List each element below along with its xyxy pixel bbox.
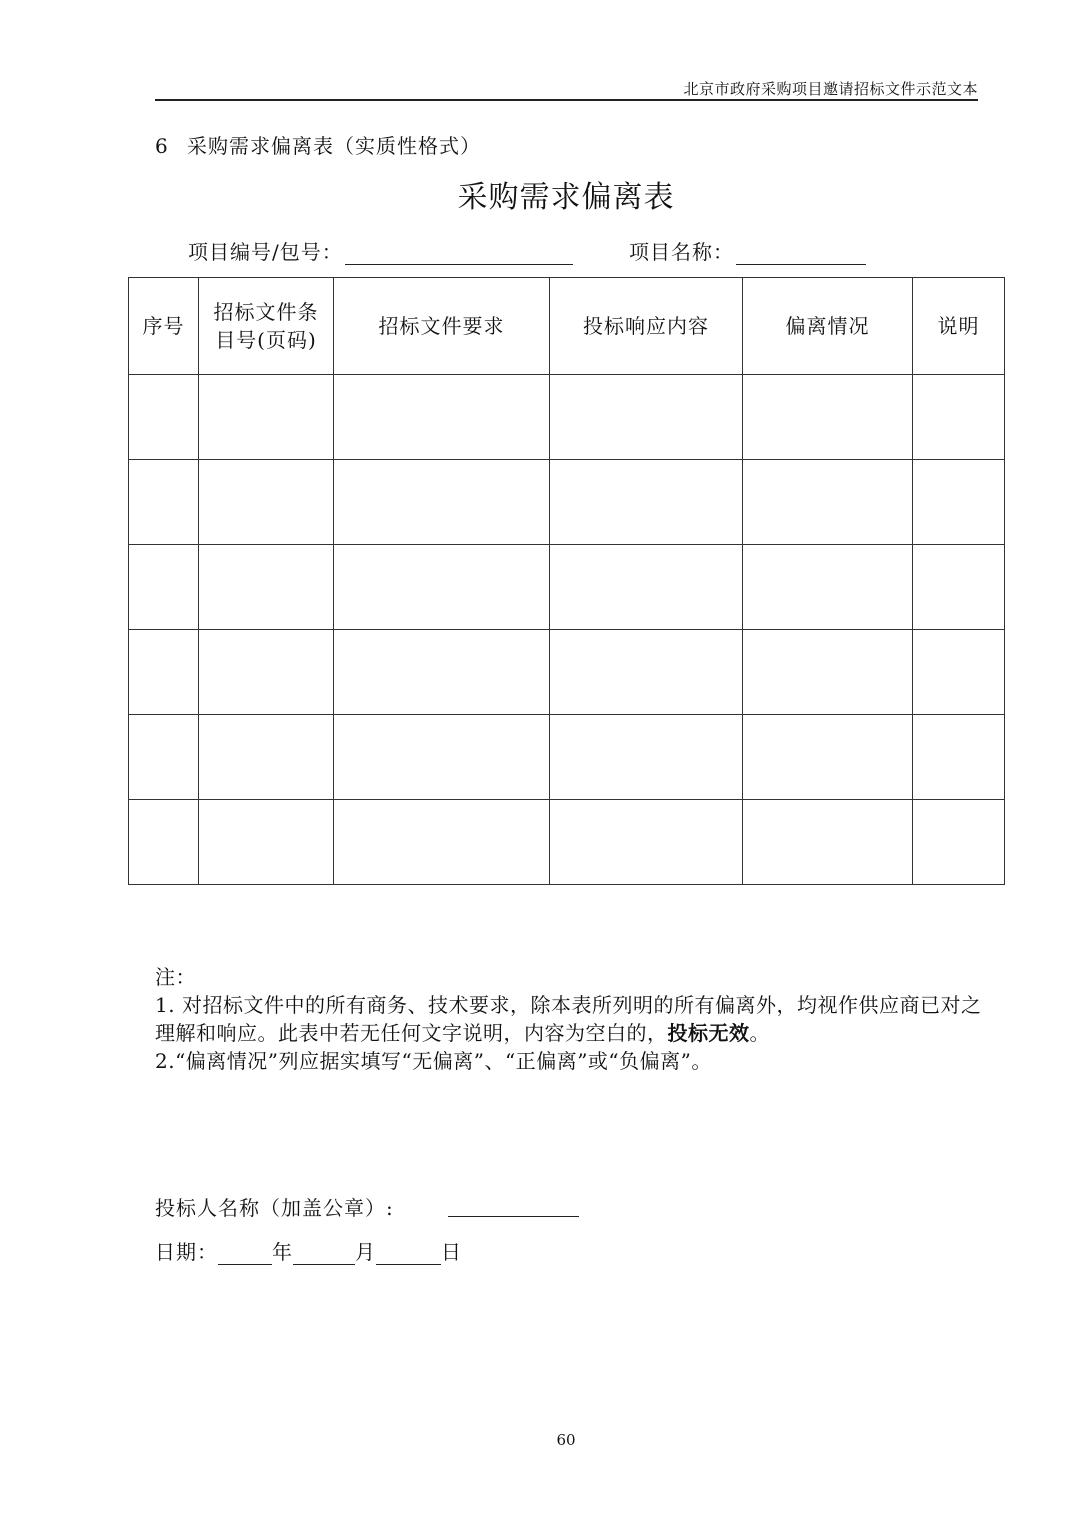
cell-response[interactable] xyxy=(550,630,743,715)
cell-clause[interactable] xyxy=(199,545,334,630)
table-row xyxy=(129,800,1005,885)
cell-remark[interactable] xyxy=(913,545,1005,630)
cell-remark[interactable] xyxy=(913,715,1005,800)
cell-clause[interactable] xyxy=(199,715,334,800)
cell-remark[interactable] xyxy=(913,800,1005,885)
cell-response[interactable] xyxy=(550,715,743,800)
project-name-field xyxy=(629,236,866,265)
page-number: 60 xyxy=(556,1431,576,1449)
col-header-remark: 说明 xyxy=(913,278,1005,375)
note-item-1-end: 。 xyxy=(749,1021,770,1045)
cell-remark[interactable] xyxy=(913,460,1005,545)
bidder-name-blank[interactable] xyxy=(448,1216,579,1217)
cell-response[interactable] xyxy=(550,800,743,885)
cell-seq[interactable] xyxy=(129,800,199,885)
note-item-1 xyxy=(155,991,985,1047)
cell-clause[interactable] xyxy=(199,800,334,885)
section-heading xyxy=(155,130,481,159)
table-row xyxy=(129,715,1005,800)
year-blank[interactable] xyxy=(218,1242,272,1265)
cell-requirement[interactable] xyxy=(334,375,550,460)
date-label: 日期： xyxy=(155,1240,218,1264)
cell-deviation[interactable] xyxy=(743,375,913,460)
cell-requirement[interactable] xyxy=(334,800,550,885)
cell-clause[interactable] xyxy=(199,630,334,715)
cell-seq[interactable] xyxy=(129,715,199,800)
month-blank[interactable] xyxy=(293,1242,355,1265)
cell-requirement[interactable] xyxy=(334,715,550,800)
project-number-field xyxy=(188,236,573,265)
cell-remark[interactable] xyxy=(913,630,1005,715)
project-number-blank[interactable] xyxy=(345,242,573,265)
note-item-1-emphasis: 投标无效 xyxy=(667,1021,750,1045)
cell-requirement[interactable] xyxy=(334,460,550,545)
deviation-table xyxy=(128,277,1005,885)
section-number: 6 xyxy=(155,134,169,158)
cell-response[interactable] xyxy=(550,375,743,460)
cell-response[interactable] xyxy=(550,545,743,630)
month-label: 月 xyxy=(355,1240,376,1264)
day-label: 日 xyxy=(441,1240,462,1264)
header-divider xyxy=(155,99,978,101)
cell-remark[interactable] xyxy=(913,375,1005,460)
cell-deviation[interactable] xyxy=(743,800,913,885)
table-row xyxy=(129,460,1005,545)
col-header-clause-text: 招标文件条目号(页码) xyxy=(213,300,319,352)
section-heading-text: 采购需求偏离表（实质性格式） xyxy=(187,134,481,158)
project-name-blank[interactable] xyxy=(736,242,866,265)
cell-requirement[interactable] xyxy=(334,630,550,715)
year-label: 年 xyxy=(272,1240,293,1264)
notes-section xyxy=(155,963,985,1075)
project-number-label: 项目编号/包号： xyxy=(188,240,343,264)
page-title: 采购需求偏离表 xyxy=(457,180,675,215)
table-row xyxy=(129,545,1005,630)
cell-deviation[interactable] xyxy=(743,715,913,800)
col-header-clause xyxy=(199,278,334,375)
cell-seq[interactable] xyxy=(129,460,199,545)
day-blank[interactable] xyxy=(376,1242,441,1265)
cell-deviation[interactable] xyxy=(743,545,913,630)
col-header-deviation: 偏离情况 xyxy=(743,278,913,375)
note-item-1-text: 1. 对招标文件中的所有商务、技术要求，除本表所列明的所有偏离外，均视作供应商已对之理解和响应。此表中若无任何文字说明，内容为空白的， xyxy=(155,993,982,1045)
col-header-response: 投标响应内容 xyxy=(550,278,743,375)
cell-seq[interactable] xyxy=(129,545,199,630)
table-header-row xyxy=(129,278,1005,375)
cell-seq[interactable] xyxy=(129,375,199,460)
date-field xyxy=(155,1236,462,1265)
note-item-2: 2.“偏离情况”列应据实填写“无偏离”、“正偏离”或“负偏离”。 xyxy=(155,1049,712,1073)
col-header-seq: 序号 xyxy=(129,278,199,375)
cell-response[interactable] xyxy=(550,460,743,545)
table-row xyxy=(129,630,1005,715)
cell-clause[interactable] xyxy=(199,460,334,545)
cell-seq[interactable] xyxy=(129,630,199,715)
cell-clause[interactable] xyxy=(199,375,334,460)
cell-deviation[interactable] xyxy=(743,460,913,545)
table-row xyxy=(129,375,1005,460)
cell-requirement[interactable] xyxy=(334,545,550,630)
bidder-name-label: 投标人名称（加盖公章）: xyxy=(155,1196,394,1220)
table-body xyxy=(129,375,1005,885)
col-header-requirement: 招标文件要求 xyxy=(334,278,550,375)
cell-deviation[interactable] xyxy=(743,630,913,715)
project-name-label: 项目名称： xyxy=(629,240,734,264)
notes-label: 注： xyxy=(155,965,196,989)
running-header: 北京市政府采购项目邀请招标文件示范文本 xyxy=(683,80,978,98)
